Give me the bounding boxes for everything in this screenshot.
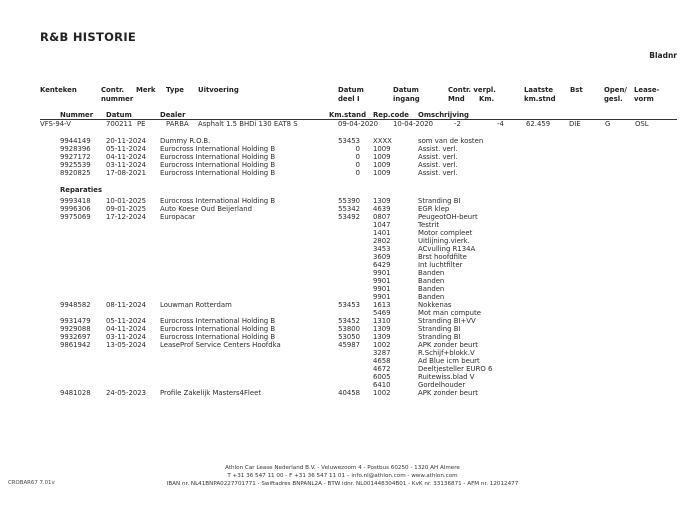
row-rep-code: 1009	[373, 169, 391, 177]
vehicle-bst: DIE	[569, 120, 581, 128]
row-dealer: LeaseProf Service Centers Hoofdka	[160, 341, 281, 349]
header-mnd: Mnd	[448, 94, 465, 103]
row-nummer: 9925539	[60, 161, 91, 169]
row-omschrijving: Stranding BI	[418, 333, 461, 341]
row-omschrijving: Banden	[418, 277, 445, 285]
row-datum: 05-11-2024	[106, 145, 147, 153]
row-datum: 13-05-2024	[106, 341, 147, 349]
header-bst: Bst	[570, 86, 583, 94]
row-rep-code: 1613	[373, 301, 391, 309]
row-dealer: Eurocross International Holding B	[160, 145, 276, 153]
row-omschrijving: PeugeotOH-beurt	[418, 213, 478, 221]
row-nummer: 9975069	[60, 213, 91, 221]
row-omschrijving: Assist. verl.	[418, 153, 458, 161]
vehicle-datum-ingang: 10-04-2020	[393, 120, 434, 128]
header-contract-nummer: Contr. nummer	[101, 86, 134, 103]
header-datum-ingang: Datum ingang	[393, 86, 420, 103]
row-rep-code: 1309	[373, 333, 391, 341]
row-omschrijving: Assist. verl.	[418, 145, 458, 153]
row-rep-code: 3609	[373, 253, 391, 261]
row-dealer: Eurocross International Holding B	[160, 325, 276, 333]
row-rep-code: 9901	[373, 285, 391, 293]
row-km-stand: 53050	[338, 333, 360, 341]
row-omschrijving: Assist. verl.	[418, 169, 458, 177]
header-open-gesloten: Open/ gesl.	[604, 86, 627, 103]
page-number-label: Bladnr	[649, 51, 677, 60]
row-nummer: 9931479	[60, 317, 91, 325]
header-nummer: Nummer	[60, 111, 94, 119]
row-dealer: Profile Zakelijk Masters4Fleet	[160, 389, 262, 397]
row-nummer: 9996306	[60, 205, 91, 213]
vehicle-uitvoering: Asphalt 1.5 BHDi 130 EAT8 S	[198, 120, 298, 128]
row-rep-code: 1009	[373, 153, 391, 161]
row-dealer: Eurocross International Holding B	[160, 153, 276, 161]
row-rep-code: 1309	[373, 197, 391, 205]
header-omschrijving: Omschrijving	[418, 111, 469, 119]
row-km-stand: 45987	[338, 341, 360, 349]
row-omschrijving: Int luchtfilter	[418, 261, 463, 269]
vehicle-kenteken: VFS-94-V	[40, 120, 71, 128]
row-datum: 04-11-2024	[106, 153, 147, 161]
row-dealer: Dummy R.O.B.	[160, 137, 211, 145]
row-datum: 17-12-2024	[106, 213, 147, 221]
row-rep-code: 1002	[373, 389, 391, 397]
row-dealer: Eurocross International Holding B	[160, 333, 276, 341]
vehicle-lease-vorm: OSL	[635, 120, 649, 128]
row-nummer: 9932697	[60, 333, 91, 341]
row-datum: 20-11-2024	[106, 137, 147, 145]
row-km-stand: 0	[355, 161, 360, 169]
header-rep-code: Rep.code	[373, 111, 409, 119]
row-omschrijving: Brst hoofdfilte	[418, 253, 467, 261]
report-code: CROBAR67 7.01v	[8, 480, 55, 486]
row-dealer: Europacar	[160, 213, 196, 221]
row-rep-code: 2802	[373, 237, 391, 245]
row-km-stand: 0	[355, 153, 360, 161]
row-km-stand: 53800	[338, 325, 360, 333]
row-datum: 03-11-2024	[106, 161, 147, 169]
header-uitvoering: Uitvoering	[198, 86, 239, 94]
row-omschrijving: Stranding BI	[418, 325, 461, 333]
vehicle-km: -4	[497, 120, 504, 128]
row-datum: 04-11-2024	[106, 325, 147, 333]
footer-contact: T +31 36 547 11 00 - F +31 36 547 11 01 – info.nl@athlon.com - www.athlon.com	[227, 473, 458, 479]
row-nummer: 8920825	[60, 169, 91, 177]
row-dealer: Eurocross International Holding B	[160, 161, 276, 169]
row-omschrijving: Stranding BI	[418, 197, 461, 205]
footer-registration: IBAN nr. NL41BNPA0227701771 - Swiftadres BNPANL2A - BTW idnr. NL001448304B01 - KvK nr. 33136871 - AFM nr. 12012477	[166, 481, 519, 487]
row-omschrijving: Uitlijning.vierk.	[418, 237, 470, 245]
row-km-stand: 55342	[338, 205, 360, 213]
row-datum: 08-11-2024	[106, 301, 147, 309]
vehicle-mnd: -2	[454, 120, 461, 128]
row-rep-code: 9901	[373, 277, 391, 285]
row-omschrijving: Nokkenas	[418, 301, 452, 309]
row-rep-code: 0807	[373, 213, 391, 221]
row-nummer: 9927172	[60, 153, 91, 161]
row-omschrijving: Motor compleet	[418, 229, 473, 237]
row-km-stand: 53453	[338, 137, 360, 145]
row-dealer: Eurocross International Holding B	[160, 197, 276, 205]
row-nummer: 9993418	[60, 197, 91, 205]
header-contract-verplichting: Contr. verpl.	[448, 86, 496, 94]
row-rep-code: 3453	[373, 245, 391, 253]
row-nummer: 9929088	[60, 325, 91, 333]
row-rep-code: 1002	[373, 341, 391, 349]
vehicle-contract: 700211	[106, 120, 133, 128]
row-dealer: Eurocross International Holding B	[160, 169, 276, 177]
row-rep-code: 5469	[373, 309, 391, 317]
row-omschrijving: APK zonder beurt	[418, 341, 478, 349]
row-omschrijving: Stranding BI+VV	[418, 317, 476, 325]
row-omschrijving: R.Schijf+blokk.V	[418, 349, 475, 357]
header-laatste-kmstand: Laatste km.stnd	[524, 86, 556, 103]
vehicle-type: PARBA	[166, 120, 189, 128]
row-rep-code: 1009	[373, 161, 391, 169]
row-nummer: 9944149	[60, 137, 91, 145]
row-datum: 03-11-2024	[106, 333, 147, 341]
row-datum: 10-01-2025	[106, 197, 147, 205]
row-dealer: Louwman Rotterdam	[160, 301, 232, 309]
row-dealer: Auto Koese Oud Beijerland	[160, 205, 252, 213]
row-omschrijving: Mot man compute	[418, 309, 481, 317]
header-type: Type	[166, 86, 184, 94]
row-omschrijving: APK zonder beurt	[418, 389, 478, 397]
row-omschrijving: Ad Blue icm beurt	[418, 357, 480, 365]
section-reparaties: Reparaties	[60, 186, 103, 194]
row-omschrijving: Banden	[418, 269, 445, 277]
row-rep-code: 3287	[373, 349, 391, 357]
report-title: R&B HISTORIE	[40, 30, 137, 44]
row-rep-code: 1047	[373, 221, 391, 229]
header-datum: Datum	[106, 111, 132, 119]
row-omschrijving: EGR klep	[418, 205, 450, 213]
row-nummer: 9948582	[60, 301, 91, 309]
row-rep-code: XXXX	[373, 137, 392, 145]
row-datum: 17-08-2021	[106, 169, 147, 177]
row-km-stand: 0	[355, 169, 360, 177]
vehicle-merk: PE	[137, 120, 146, 128]
row-omschrijving: Deeltjesteller EURO 6	[418, 365, 493, 373]
header-merk: Merk	[136, 86, 156, 94]
row-omschrijving: ACvulling R134A	[418, 245, 476, 253]
row-omschrijving: Banden	[418, 293, 445, 301]
row-rep-code: 6410	[373, 381, 391, 389]
row-km-stand: 53492	[338, 213, 360, 221]
row-rep-code: 9901	[373, 269, 391, 277]
row-nummer: 9861942	[60, 341, 91, 349]
row-omschrijving: som van de kosten	[418, 137, 484, 145]
vehicle-open-gesloten: G	[605, 120, 611, 128]
row-km-stand: 40458	[338, 389, 360, 397]
row-rep-code: 1009	[373, 145, 391, 153]
footer-address: Athlon Car Lease Nederland B.V. - Veluwezoom 4 - Postbus 60250 - 1320 AH Almere	[225, 465, 460, 471]
row-dealer: Eurocross International Holding B	[160, 317, 276, 325]
row-rep-code: 1309	[373, 325, 391, 333]
row-rep-code: 4658	[373, 357, 391, 365]
header-kenteken: Kenteken	[40, 86, 77, 94]
vehicle-laatste-kmstand: 62.459	[526, 120, 551, 128]
row-rep-code: 4672	[373, 365, 391, 373]
row-rep-code: 6005	[373, 373, 391, 381]
row-datum: 05-11-2024	[106, 317, 147, 325]
row-km-stand: 53453	[338, 301, 360, 309]
header-lease-vorm: Lease- vorm	[634, 86, 660, 103]
row-rep-code: 4639	[373, 205, 391, 213]
row-datum: 24-05-2023	[106, 389, 147, 397]
row-omschrijving: Banden	[418, 285, 445, 293]
row-rep-code: 9901	[373, 293, 391, 301]
row-datum: 09-01-2025	[106, 205, 147, 213]
row-rep-code: 1310	[373, 317, 391, 325]
row-nummer: 9481028	[60, 389, 91, 397]
header-datum-deel: Datum deel I	[338, 86, 364, 103]
row-km-stand: 0	[355, 145, 360, 153]
row-nummer: 9928396	[60, 145, 91, 153]
header-km: Km.	[479, 94, 495, 103]
vehicle-datum-deel: 09-04-2020	[338, 120, 379, 128]
row-omschrijving: Ruitewiss.blad V	[418, 373, 475, 381]
header-km-stand: Km.stand	[329, 111, 367, 119]
row-omschrijving: Assist. verl.	[418, 161, 458, 169]
row-km-stand: 55390	[338, 197, 360, 205]
row-omschrijving: Gordelhouder	[418, 381, 466, 389]
header-dealer: Dealer	[160, 111, 186, 119]
row-omschrijving: Testrit	[418, 221, 440, 229]
row-km-stand: 53452	[338, 317, 360, 325]
row-rep-code: 6429	[373, 261, 391, 269]
row-rep-code: 1401	[373, 229, 391, 237]
